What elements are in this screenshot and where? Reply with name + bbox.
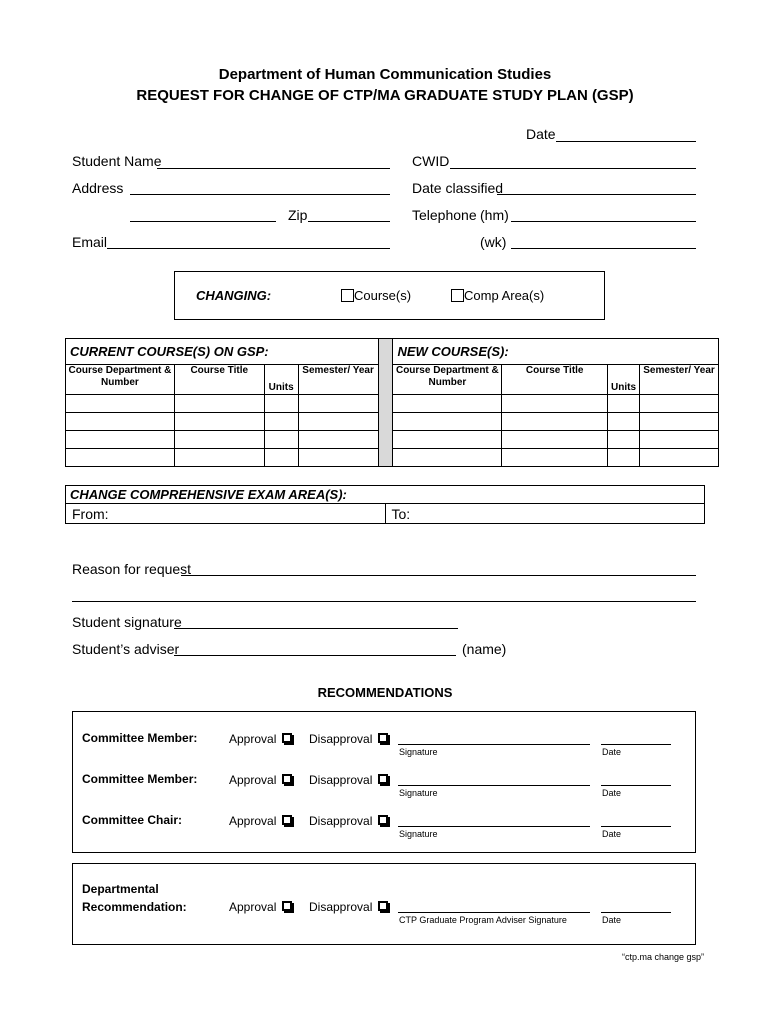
courses-table [65,338,719,467]
table-cell[interactable] [608,395,640,413]
telephone-label: Telephone [412,207,477,223]
reason-field[interactable] [181,575,696,576]
cwid-field[interactable] [450,168,696,169]
dept-date-field[interactable] [601,912,671,913]
approval-checkbox[interactable] [282,733,292,743]
disapproval-2[interactable] [309,773,388,787]
department-title: Department of Human Communication Studies [218,66,552,83]
table-cell[interactable] [66,431,175,449]
committee-member-1-label: Committee Member: [82,731,198,745]
signature-caption: Signature [399,829,438,839]
committee-chair-label: Committee Chair: [82,813,183,827]
departmental-label-line2: Recommendation: [82,900,187,914]
table-cell[interactable] [298,449,378,467]
file-reference: “ctp.ma change gsp” [622,952,705,962]
approval-label: Approval [229,732,277,746]
adviser-signature-field[interactable] [398,912,590,913]
disapproval-label: Disapproval [309,732,373,746]
table-cell[interactable] [640,449,719,467]
date-field-2[interactable] [601,785,671,786]
address-line-2-field[interactable] [130,221,276,222]
table-cell[interactable] [264,449,298,467]
col-new-title: Course Title [502,365,608,395]
table-row [66,413,719,431]
approval-checkbox[interactable] [282,815,292,825]
disapproval-label: Disapproval [309,814,373,828]
adviser-label: Student’s adviser [72,641,180,657]
table-cell[interactable] [393,395,502,413]
address-field[interactable] [130,194,390,195]
table-cell[interactable] [298,395,378,413]
email-field[interactable] [107,248,390,249]
to-cell[interactable] [385,504,704,524]
signature-caption: Signature [399,747,438,757]
disapproval-label: Disapproval [309,773,373,787]
signature-field-3[interactable] [398,826,590,827]
table-row [66,449,719,467]
telephone-wk-field[interactable] [511,248,696,249]
table-cell[interactable] [174,431,264,449]
new-courses-header: NEW COURSE(S): [393,339,719,365]
table-cell[interactable] [502,413,608,431]
table-cell[interactable] [66,395,175,413]
table-cell[interactable] [264,395,298,413]
date-classified-field[interactable] [497,194,696,195]
reason-label: Reason for request [72,561,192,577]
departmental-label-line1: Departmental [82,882,159,896]
form-title: REQUEST FOR CHANGE OF CTP/MA GRADUATE STUDY PLAN (GSP) [136,87,634,104]
table-cell[interactable] [640,413,719,431]
approval-label: Approval [229,900,277,914]
telephone-hm-field[interactable] [511,221,696,222]
comp-area-option-label: Comp Area(s) [464,288,545,303]
disapproval-checkbox[interactable] [378,733,388,743]
adviser-field[interactable] [174,655,456,656]
col-new-units: Units [608,365,640,395]
committee-member-2-label: Committee Member: [82,772,198,786]
student-name-label: Student Name [72,153,162,169]
table-cell[interactable] [502,449,608,467]
approval-1[interactable] [229,732,292,746]
table-cell[interactable] [264,413,298,431]
comp-exam-header: CHANGE COMPREHENSIVE EXAM AREA(S): [66,486,705,504]
comp-area-option[interactable] [451,288,544,303]
approval-label: Approval [229,814,277,828]
reason-field-line-2[interactable] [72,601,696,602]
signature-field-1[interactable] [398,744,590,745]
table-cell[interactable] [393,431,502,449]
approval-checkbox[interactable] [282,774,292,784]
table-cell[interactable] [393,413,502,431]
student-signature-field[interactable] [174,628,458,629]
col-new-dept: Course Department & Number [393,365,502,395]
date-caption: Date [602,747,622,757]
date-field-1[interactable] [601,744,671,745]
comp-area-checkbox[interactable] [451,289,464,302]
address-label: Address [72,180,124,196]
col-current-title: Course Title [174,365,264,395]
student-signature-label: Student signature [72,614,182,630]
table-cell[interactable] [608,449,640,467]
approval-dept[interactable] [229,900,292,914]
approval-label: Approval [229,773,277,787]
table-row [66,395,719,413]
adviser-signature-caption: CTP Graduate Program Adviser Signature [399,915,567,925]
student-name-field[interactable] [157,168,390,169]
comp-exam-table [65,485,705,524]
table-cell[interactable] [66,449,175,467]
zip-field[interactable] [308,221,390,222]
to-label: To: [391,505,411,522]
col-current-semester: Semester/ Year [298,365,378,395]
disapproval-checkbox[interactable] [378,774,388,784]
approval-3[interactable] [229,814,292,828]
table-row [66,431,719,449]
cwid-label: CWID [412,153,450,169]
table-cell[interactable] [174,413,264,431]
disapproval-3[interactable] [309,814,388,828]
disapproval-label: Disapproval [309,900,373,914]
approval-checkbox[interactable] [282,901,292,911]
table-cell[interactable] [174,395,264,413]
table-cell[interactable] [174,449,264,467]
signature-caption: Signature [399,788,438,798]
adviser-name-label: (name) [462,641,507,657]
email-label: Email [72,234,108,250]
disapproval-dept[interactable] [309,900,388,914]
table-cell[interactable] [502,431,608,449]
date-classified-label: Date classified [412,180,504,196]
recommendations-heading: RECOMMENDATIONS [317,685,453,700]
table-cell[interactable] [502,395,608,413]
zip-label: Zip [288,207,308,223]
date-field[interactable] [556,141,696,142]
disapproval-checkbox[interactable] [378,901,388,911]
courses-option[interactable] [341,288,411,303]
from-cell[interactable] [66,504,386,524]
from-label: From: [72,505,109,522]
courses-checkbox[interactable] [341,289,354,302]
changing-label: CHANGING: [196,288,272,303]
hm-label: (hm) [480,207,509,223]
table-cell[interactable] [298,413,378,431]
table-cell[interactable] [608,413,640,431]
col-current-units: Units [264,365,298,395]
disapproval-1[interactable] [309,732,388,746]
table-cell[interactable] [66,413,175,431]
signature-field-2[interactable] [398,785,590,786]
table-cell[interactable] [393,449,502,467]
col-new-semester: Semester/ Year [640,365,719,395]
table-cell[interactable] [298,431,378,449]
wk-label: (wk) [480,234,507,250]
table-cell[interactable] [608,431,640,449]
disapproval-checkbox[interactable] [378,815,388,825]
current-courses-header: CURRENT COURSE(S) ON GSP: [66,339,379,365]
table-cell[interactable] [640,395,719,413]
date-label: Date [526,126,556,142]
date-caption: Date [602,915,622,925]
approval-2[interactable] [229,773,292,787]
date-caption: Date [602,829,622,839]
table-cell[interactable] [264,431,298,449]
date-caption: Date [602,788,622,798]
col-current-dept: Course Department & Number [66,365,175,395]
date-field-3[interactable] [601,826,671,827]
courses-option-label: Course(s) [354,288,412,303]
table-cell[interactable] [640,431,719,449]
table-divider [378,339,393,467]
